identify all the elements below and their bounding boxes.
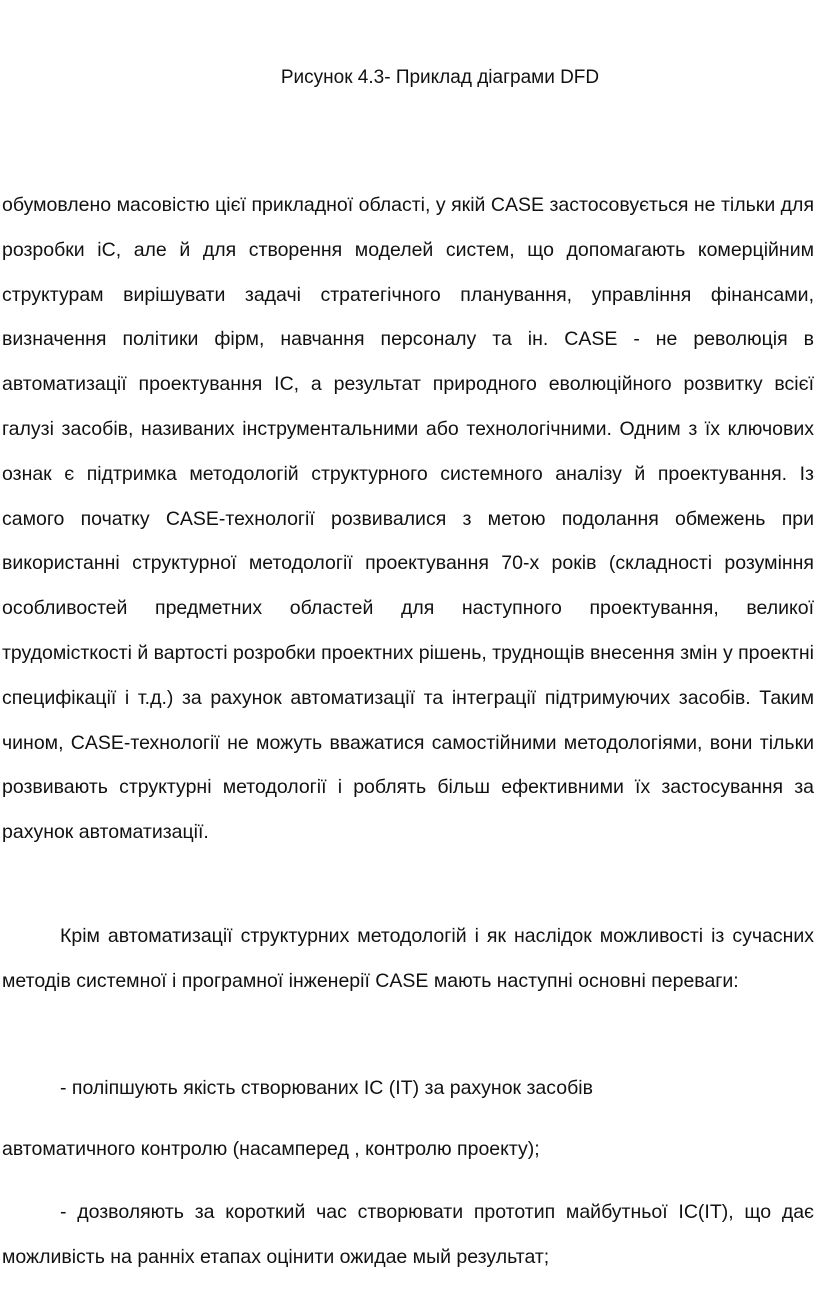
bullet-item-1-line-2: автоматичного контролю (насамперед , контролю проекту); bbox=[2, 1138, 540, 1160]
bullet-item-1-line-1: - поліпшують якість створюваних ІС (ІТ) за рахунок засобів bbox=[60, 1077, 593, 1099]
body-paragraph-2: Крім автоматизації структурних методологій і як наслідок можливості із сучасних методів системної і програмної інженерії CASE мають наступні основні переваги: bbox=[2, 925, 814, 992]
body-paragraph-1: обумовлено масовістю цієї прикладної області, у якій CASE застосовується не тільки для розробки іС, але й для створення моделей систем, що допомагають комерційним структурам вирішувати задачі стратегічного планування, управління фінансами, визначення політики фірм, навчання персоналу та ін. CASE - не революція в автоматизації проектування ІС, а результат природного еволюційного розвитку всієї галузі засобів, називаних інструментальними або технологічними. Одним з їх ключових ознак є підтримка методологій структурного системного аналізу й проектування. Із самого початку CASE-технології розвивалися з метою подолання обмежень при використанні структурної методології проектування 70-х років (складності розуміння особливостей предметних областей для наступного проектування, великої трудомісткості й вартості розробки проектних рішень, труднощів внесення змін у проектні специфікації і т.д.) за рахунок автоматизації та інтеграції підтримуючих засобів. Таким чином, CASE-технології не можуть вважатися самостійними методологіями, вони тільки розвивають структурні методології і роблять більш ефективними їх застосування за рахунок автоматизації. bbox=[2, 194, 814, 844]
figure-caption: Рисунок 4.3- Приклад діаграми DFD bbox=[280, 67, 600, 88]
bullet-item-2: - дозволяють за короткий час створювати прототип майбутньої ІС(ІТ), що дає можливість на ранніх етапах оцінити ожидае мый результат; bbox=[2, 1201, 814, 1268]
